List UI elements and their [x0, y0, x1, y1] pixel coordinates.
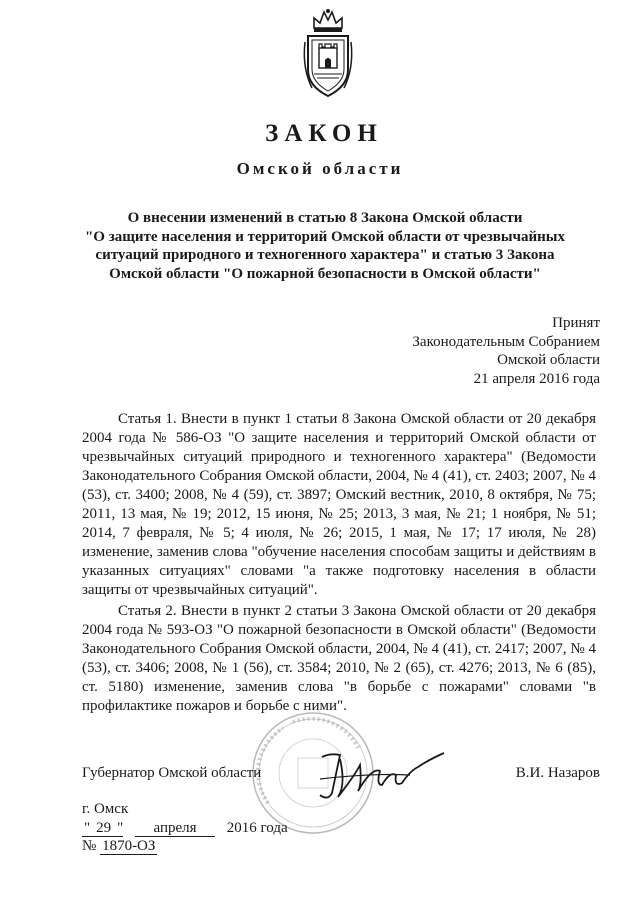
date-quote-open: " — [84, 820, 91, 836]
date-day: 29 — [96, 820, 112, 836]
governor-name: В.И. Назаров — [515, 765, 600, 781]
date-month: апреля — [135, 821, 215, 837]
signing-city: г. Омск — [82, 801, 129, 817]
governor-title: Губернатор Омской области — [82, 765, 262, 781]
law-heading — [70, 209, 580, 283]
heading-line: ситуаций природного и техногенного характера" и статью 3 Закона — [95, 247, 555, 263]
date-day-field — [82, 821, 123, 837]
article-2: Статья 2. Внести в пункт 2 статьи 3 Закона Омской области от 20 декабря 2004 года № 593-ОЗ "О пожарной безопасности в Омской области" (Ведомости Законодательного Собрания Омской области, 2004, № 4 (41), ст. 2417; 2007, № 4 (53), ст. 3406; 2008, № 1 (56), ст. 3584; 2010, № 2 (65), ст. 4276; 2013, № 6 (85), ст. 5180) изменение, заменив слова "в борьбе с пожарами" словами "в профилактике пожаров и борьбе с ними". — [82, 603, 596, 714]
adoption-date: 21 апреля 2016 года — [473, 370, 600, 387]
governor-signature — [310, 745, 460, 805]
document-subtitle: Омской области — [236, 159, 404, 178]
coat-of-arms-emblem — [302, 8, 354, 100]
heading-line: Омской области "О пожарной безопасности в Омской области" — [109, 265, 541, 282]
adoption-line: Законодательным Собранием — [412, 333, 600, 350]
article-1: Статья 1. Внести в пункт 1 статьи 8 Закона Омской области от 20 декабря 2004 года № 586-ОЗ "О защите населения и территорий Омской области от чрезвычайных ситуаций природного и техногенного характера" (Ведомости Законодательного Собрания Омской области, 2004, № 4 (41), ст. 2403; 2007, № 4 (53), ст. 3400; 2008, № 4 (59), ст. 3897; Омский вестник, 2010, 8 октября, № 75; 2011, 13 мая, № 19; 2012, 15 июня, № 25; 2013, 3 мая, № 21; 1 ноября, № 51; 2014, 7 февраля, № 5; 4 июля, № 26; 2015, 1 мая, № 17; 17 июля, № 28) изменение, заменив слова "обучение населения способам защиты и действиям в указанных ситуациях" словами "а также подготовку населения в области защиты от чрезвычайных ситуаций". — [82, 411, 596, 598]
number-value: 1870-ОЗ — [102, 838, 156, 854]
heading-line: О внесении изменений в статью 8 Закона Омской области — [127, 210, 523, 226]
adoption-block — [412, 314, 600, 388]
adoption-line: Омской области — [497, 352, 600, 368]
date-year: 2016 года — [226, 820, 288, 836]
date-quote-close: " — [117, 820, 124, 836]
number-sign: № — [82, 838, 97, 854]
document-title: ЗАКОН — [265, 120, 383, 147]
law-number — [82, 838, 157, 855]
adoption-line: Принят — [552, 315, 600, 331]
signing-date — [82, 820, 288, 837]
heading-line: "О защите населения и территорий Омской области от чрезвычайных — [84, 228, 566, 245]
